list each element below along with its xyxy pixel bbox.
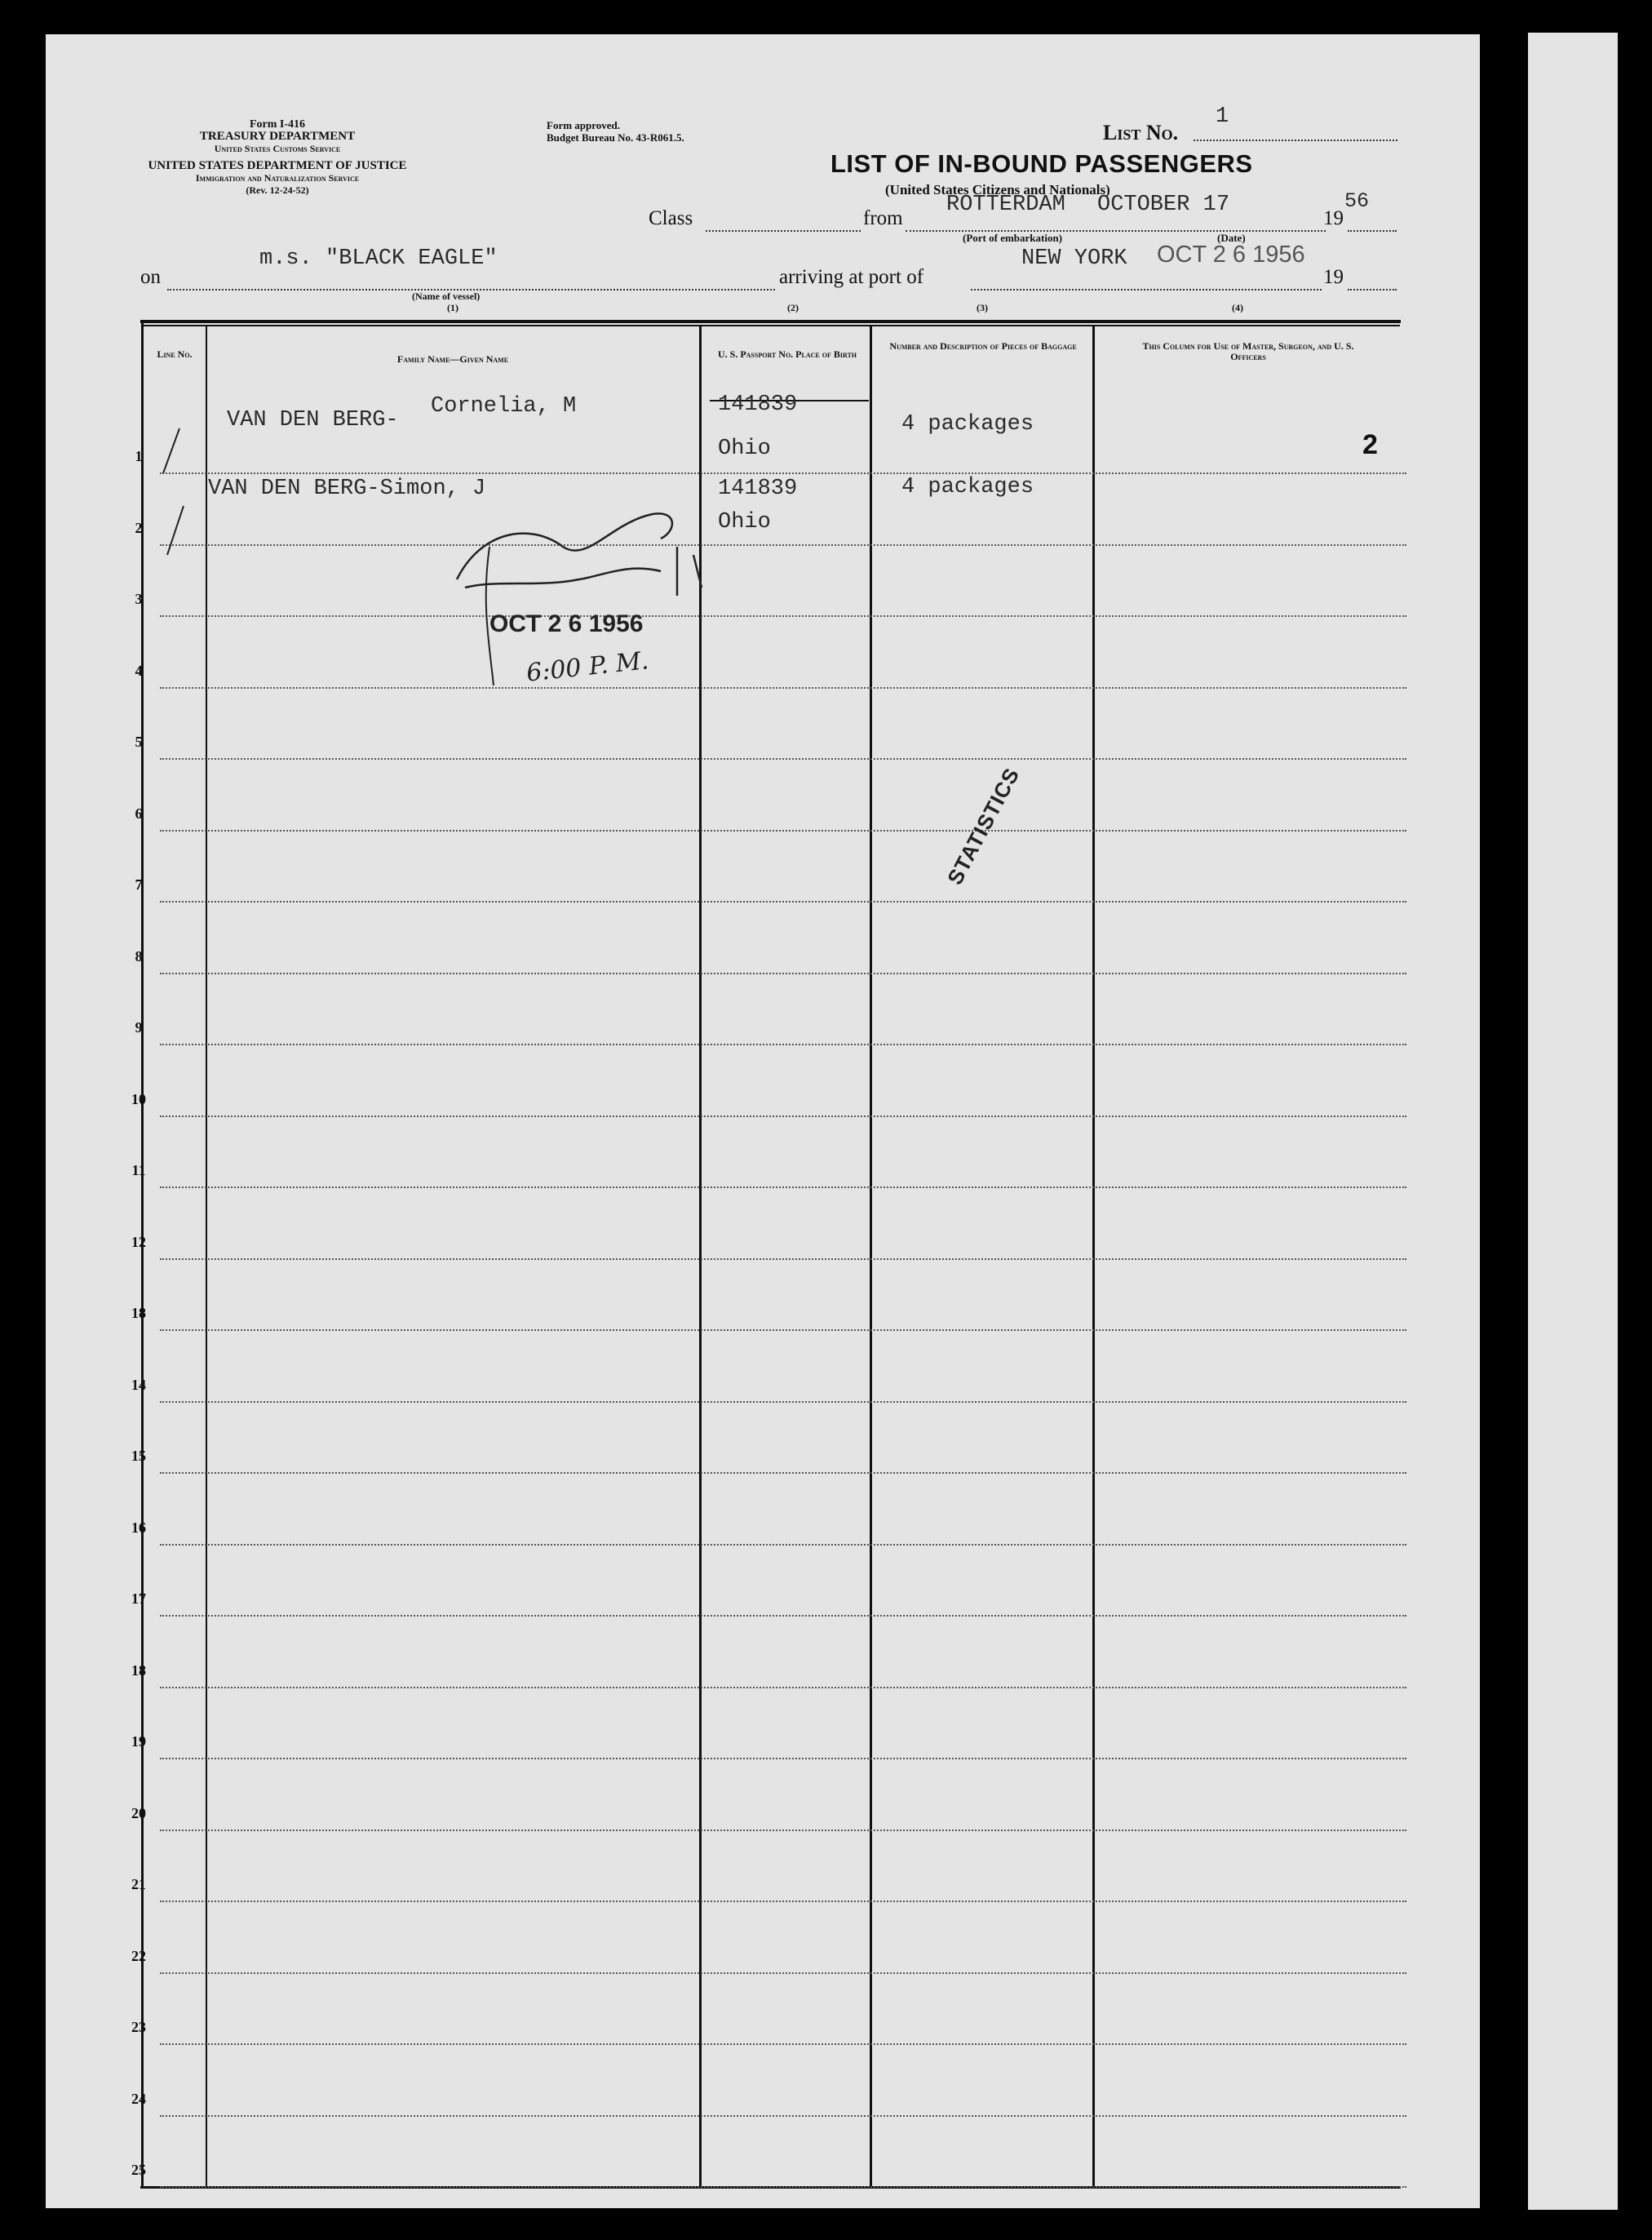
line-number: 6	[135, 805, 143, 822]
line-number: 24	[131, 2091, 146, 2107]
year-label: 19	[1323, 207, 1344, 229]
ins-service: Immigration and Naturalization Service	[195, 172, 360, 184]
line-number: 11	[131, 1162, 146, 1178]
class-label: Class	[649, 207, 693, 229]
list-no-value: 1	[1216, 104, 1229, 129]
col-head-baggage: Number and Description of Pieces of Baggage	[889, 340, 1077, 352]
table-top-rule	[140, 320, 1401, 323]
line-number: 16	[131, 1519, 146, 1536]
line-number: 18	[131, 1662, 146, 1679]
revision: (Rev. 12-24-52)	[246, 184, 309, 196]
row-rule	[160, 1044, 1406, 1045]
year2-label: 19	[1323, 266, 1344, 288]
row-rule	[160, 1687, 1406, 1688]
page-subtitle: (United States Citizens and Nationals)	[885, 182, 1110, 197]
arrival-port-field	[971, 269, 1322, 291]
year2-field	[1348, 269, 1397, 291]
date-caption: (Date)	[1217, 232, 1246, 244]
line-number: 5	[135, 734, 143, 750]
arrival-port-value: NEW YORK	[1021, 246, 1127, 271]
line-number: 10	[131, 1091, 146, 1107]
date-value: OCTOBER 17	[1097, 193, 1230, 217]
row2-birthplace: Ohio	[718, 510, 771, 534]
row-rule	[160, 544, 1406, 546]
row1-passport: 141839	[718, 393, 798, 417]
list-no-label: List No.	[1103, 121, 1179, 144]
inspection-date-stamp: OCT 2 6 1956	[489, 610, 644, 637]
row-rule	[160, 1116, 1406, 1117]
row-rule	[160, 687, 1406, 689]
col-num-4: (4)	[1232, 302, 1243, 313]
row-rule	[160, 1258, 1406, 1260]
page-title: LIST OF IN-BOUND PASSENGERS	[830, 149, 1253, 178]
line-number: 9	[135, 1019, 143, 1036]
line-number: 1	[135, 448, 143, 464]
row-rule	[160, 830, 1406, 832]
line-number: 3	[135, 591, 143, 607]
vessel-caption: (Name of vessel)	[412, 291, 481, 302]
row-rule	[160, 1830, 1406, 1831]
row-rule	[160, 1901, 1406, 1902]
from-label: from	[863, 207, 903, 229]
passport-col-divider	[870, 325, 872, 2189]
col-head-name: Family Name—Given Name	[396, 353, 509, 365]
col-num-3: (3)	[977, 302, 988, 313]
line-number: 25	[131, 2162, 146, 2178]
class-field	[706, 211, 861, 232]
line-number: 4	[135, 663, 143, 679]
row-rule	[160, 2186, 1406, 2188]
line-number: 15	[131, 1448, 146, 1464]
row-rule	[160, 615, 1406, 617]
col-num-2: (2)	[787, 302, 799, 313]
col-head-line-no: Line No.	[157, 348, 193, 360]
line-number: 7	[135, 876, 143, 893]
from-value: ROTTERDAM	[946, 193, 1065, 217]
inspection-time-note: 6:00 P. M.	[525, 646, 650, 688]
treasury-dept: TREASURY DEPARTMENT	[199, 130, 356, 143]
row2-family-name: VAN DEN BERG-Simon, J	[208, 477, 486, 501]
year-field	[1348, 211, 1397, 232]
customs-service: United States Customs Service	[214, 143, 341, 154]
row2-baggage: 4 packages	[901, 475, 1034, 499]
row-rule	[160, 2115, 1406, 2117]
vessel-field	[167, 269, 775, 291]
col-num-1: (1)	[447, 302, 458, 313]
table-top-rule-inner	[144, 325, 1400, 326]
col-head-officers: This Column for Use of Master, Surgeon, and U. S. Officers	[1142, 340, 1354, 362]
row-rule	[160, 1972, 1406, 1974]
row-rule	[160, 1544, 1406, 1546]
row1-birthplace: Ohio	[718, 437, 771, 461]
budget-bureau: Budget Bureau No. 43-R061.5.	[547, 131, 684, 144]
row-rule	[160, 1758, 1406, 1759]
on-label: on	[140, 266, 161, 288]
line-number: 23	[131, 2019, 146, 2035]
row1-officer-note: 2	[1362, 429, 1378, 460]
line-number: 21	[131, 1876, 146, 1892]
row-rule	[160, 901, 1406, 903]
year-value: 56	[1344, 189, 1370, 213]
line-number: 17	[131, 1590, 146, 1607]
line-number: 18	[131, 1305, 146, 1321]
row1-given-name: Cornelia, M	[431, 394, 577, 419]
line-number: 2	[135, 520, 143, 536]
row1-family-name: VAN DEN BERG-	[227, 408, 399, 432]
checkmark-annotations	[147, 416, 212, 563]
line-number: 22	[131, 1948, 146, 1964]
form-approved: Form approved.	[547, 119, 621, 131]
baggage-col-divider	[1092, 325, 1095, 2189]
row-rule	[160, 1329, 1406, 1331]
line-number: 8	[135, 948, 143, 965]
row-rule	[160, 1187, 1406, 1188]
row-rule	[160, 2043, 1406, 2045]
row-rule	[160, 472, 1406, 474]
form-number: Form I-416	[249, 118, 306, 131]
arriving-label: arriving at port of	[779, 266, 924, 288]
row-rule	[160, 758, 1406, 760]
approval-block	[547, 119, 759, 144]
row2-passport: 141839	[718, 477, 798, 501]
row-rule	[160, 1472, 1406, 1474]
line-number: 14	[131, 1377, 146, 1393]
col-head-passport: U. S. Passport No. Place of Birth	[717, 348, 857, 360]
row-rule	[160, 1615, 1406, 1617]
line-number: 20	[131, 1805, 146, 1821]
row1-baggage: 4 packages	[901, 412, 1034, 437]
line-number: 19	[131, 1733, 146, 1750]
vessel-value: m.s. "BLACK EAGLE"	[259, 246, 498, 271]
form-info-block	[139, 118, 416, 197]
port-embarkation-caption: (Port of embarkation)	[963, 232, 1063, 244]
line-number: 12	[131, 1234, 146, 1250]
adjacent-page-edge	[1528, 33, 1618, 2210]
line-no-divider	[206, 325, 207, 2189]
arrival-date-stamp: OCT 2 6 1956	[1157, 242, 1305, 268]
justice-dept: UNITED STATES DEPARTMENT OF JUSTICE	[148, 159, 407, 172]
statistics-stamp: STATISTICS	[942, 763, 1025, 889]
row-rule	[160, 973, 1406, 974]
row-rule	[160, 1401, 1406, 1403]
